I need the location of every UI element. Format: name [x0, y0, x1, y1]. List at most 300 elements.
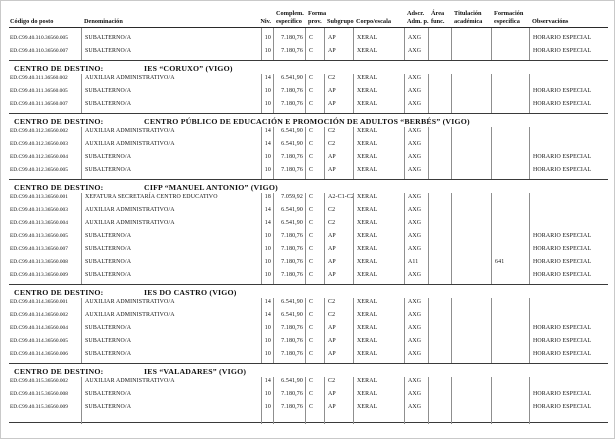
- cell-formacion: [491, 245, 529, 258]
- table-row: [9, 258, 608, 271]
- cell-corpo: XERAL: [353, 271, 404, 284]
- cell-observacions: [529, 311, 608, 324]
- cell-corpo: XERAL: [353, 377, 404, 390]
- destination-center-name: CENTRO PÚBLICO DE EDUCACIÓN E PROMOCIÓN DE ADULTOS “BERBÉS” (VIGO): [144, 117, 470, 126]
- cell-formacion: [491, 140, 529, 153]
- col-header-denominacion: Denominación: [84, 17, 123, 25]
- cell-denominacion: AUXILIAR ADMINISTRATIVO/A: [81, 206, 261, 219]
- cell-corpo: XERAL: [353, 74, 404, 87]
- cell-formacion: [491, 153, 529, 166]
- cell-titulacion: [451, 271, 491, 284]
- cell-observacions: [529, 377, 608, 390]
- cell-adscr: AXG: [404, 127, 428, 140]
- table-body: [9, 28, 608, 423]
- cell-codigo: ED.C99.40.315.36560.009: [10, 404, 68, 410]
- cell-observacions: HORARIO ESPECIAL: [529, 166, 608, 179]
- cell-codigo: ED.C99.40.312.36560.003: [10, 141, 68, 147]
- cell-area: [428, 74, 451, 87]
- cell-adscr: AXG: [404, 206, 428, 219]
- cell-observacions: [529, 74, 608, 87]
- cell-subgrupo: AP: [324, 337, 353, 350]
- cell-denominacion: SUBALTERNO/A: [81, 258, 261, 271]
- cell-titulacion: [451, 100, 491, 113]
- cell-complem: 7.180,76: [273, 390, 305, 403]
- cell-corpo: XERAL: [353, 232, 404, 245]
- cell-denominacion: SUBALTERNO/A: [81, 271, 261, 284]
- cell-subgrupo: AP: [324, 166, 353, 179]
- table-row: [9, 311, 608, 324]
- cell-observacions: HORARIO ESPECIAL: [529, 34, 608, 47]
- cell-subgrupo: AP: [324, 245, 353, 258]
- section-rows: [9, 127, 608, 179]
- section: [9, 28, 608, 61]
- cell-area: [428, 34, 451, 47]
- cell-codigo: ED.C99.40.313.36560.005: [10, 233, 68, 239]
- cell-adscr: AXG: [404, 34, 428, 47]
- cell-complem: 7.180,76: [273, 350, 305, 363]
- cell-subgrupo: AP: [324, 324, 353, 337]
- table-row: [9, 127, 608, 140]
- table-row: [9, 271, 608, 284]
- cell-subgrupo: C2: [324, 74, 353, 87]
- cell-denominacion: AUXILIAR ADMINISTRATIVO/A: [81, 377, 261, 390]
- cell-denominacion: SUBALTERNO/A: [81, 153, 261, 166]
- cell-complem: 6.541,90: [273, 74, 305, 87]
- cell-corpo: XERAL: [353, 390, 404, 403]
- cell-observacions: HORARIO ESPECIAL: [529, 47, 608, 60]
- cell-observacions: HORARIO ESPECIAL: [529, 390, 608, 403]
- destination-label: CENTRO DE DESTINO:: [14, 288, 104, 297]
- section-rows: [9, 377, 608, 422]
- cell-adscr: AXG: [404, 74, 428, 87]
- cell-observacions: HORARIO ESPECIAL: [529, 153, 608, 166]
- cell-subgrupo: AP: [324, 258, 353, 271]
- cell-observacions: [529, 219, 608, 232]
- cell-corpo: [353, 416, 404, 424]
- cell-adscr: AXG: [404, 140, 428, 153]
- cell-corpo: XERAL: [353, 140, 404, 153]
- cell-area: [428, 350, 451, 363]
- cell-observacions: HORARIO ESPECIAL: [529, 350, 608, 363]
- cell-adscr: AXG: [404, 166, 428, 179]
- cell-formacion: [491, 87, 529, 100]
- cell-niv: 14: [261, 219, 273, 232]
- cell-subgrupo: AP: [324, 390, 353, 403]
- cell-codigo: ED.C99.40.314.36560.006: [10, 351, 68, 357]
- cell-codigo: ED.C99.40.313.36560.009: [10, 272, 68, 278]
- cell-area: [428, 416, 451, 424]
- table-row: [9, 232, 608, 245]
- cell-niv: 14: [261, 140, 273, 153]
- cell-forma: C: [305, 350, 324, 363]
- cell-niv: 10: [261, 153, 273, 166]
- cell-area: [428, 390, 451, 403]
- cell-denominacion: AUXILIAR ADMINISTRATIVO/A: [81, 74, 261, 87]
- cell-titulacion: [451, 219, 491, 232]
- cell-complem: 6.541,90: [273, 127, 305, 140]
- cell-niv: 10: [261, 403, 273, 416]
- cell-adscr: AXG: [404, 271, 428, 284]
- cell-formacion: [491, 337, 529, 350]
- cell-denominacion: SUBALTERNO/A: [81, 34, 261, 47]
- cell-area: [428, 403, 451, 416]
- cell-observacions: [529, 206, 608, 219]
- cell-niv: 10: [261, 350, 273, 363]
- cell-observacions: HORARIO ESPECIAL: [529, 403, 608, 416]
- cell-subgrupo: AP: [324, 100, 353, 113]
- cell-formacion: [491, 206, 529, 219]
- section-heading: [9, 180, 608, 193]
- cell-corpo: XERAL: [353, 127, 404, 140]
- cell-codigo: ED.C99.40.311.36560.007: [10, 101, 68, 107]
- cell-codigo: ED.C99.40.312.36560.005: [10, 167, 68, 173]
- cell-niv: 10: [261, 87, 273, 100]
- cell-subgrupo: AP: [324, 34, 353, 47]
- cell-titulacion: [451, 74, 491, 87]
- cell-area: [428, 153, 451, 166]
- cell-complem: 7.180,76: [273, 403, 305, 416]
- cell-titulacion: [451, 232, 491, 245]
- cell-niv: 10: [261, 232, 273, 245]
- cell-niv: 10: [261, 100, 273, 113]
- cell-observacions: HORARIO ESPECIAL: [529, 87, 608, 100]
- cell-denominacion: SUBALTERNO/A: [81, 100, 261, 113]
- table-row: [9, 153, 608, 166]
- cell-complem: 6.541,90: [273, 377, 305, 390]
- cell-corpo: XERAL: [353, 350, 404, 363]
- cell-forma: C: [305, 311, 324, 324]
- cell-formacion: [491, 100, 529, 113]
- cell-corpo: XERAL: [353, 193, 404, 206]
- table-row: [9, 193, 608, 206]
- cell-corpo: XERAL: [353, 311, 404, 324]
- cell-corpo: XERAL: [353, 166, 404, 179]
- cell-forma: C: [305, 153, 324, 166]
- cell-niv: 18: [261, 193, 273, 206]
- cell-corpo: XERAL: [353, 245, 404, 258]
- cell-observacions: [529, 127, 608, 140]
- cell-area: [428, 232, 451, 245]
- cell-codigo: [9, 416, 81, 424]
- destination-center-name: CIFP “MANUEL ANTONIO” (VIGO): [144, 183, 278, 192]
- cell-adscr: AXG: [404, 324, 428, 337]
- cell-codigo: ED.C99.40.313.36560.001: [10, 194, 68, 200]
- cell-formacion: [491, 74, 529, 87]
- cell-niv: 14: [261, 74, 273, 87]
- cell-forma: C: [305, 140, 324, 153]
- cell-niv: 10: [261, 166, 273, 179]
- cell-denominacion: AUXILIAR ADMINISTRATIVO/A: [81, 311, 261, 324]
- cell-adscr: A11: [404, 258, 428, 271]
- col-header-titulacion: Titulación académica: [454, 10, 483, 25]
- cell-subgrupo: A2-C1-C2: [324, 193, 353, 206]
- cell-denominacion: SUBALTERNO/A: [81, 390, 261, 403]
- cell-codigo: ED.C99.40.310.36560.007: [10, 48, 68, 54]
- col-header-formacion: Formación específica: [494, 10, 524, 25]
- cell-codigo: ED.C99.40.315.36560.002: [10, 378, 68, 384]
- cell-titulacion: [451, 153, 491, 166]
- cell-forma: C: [305, 166, 324, 179]
- cell-area: [428, 127, 451, 140]
- cell-forma: C: [305, 324, 324, 337]
- cell-titulacion: [451, 206, 491, 219]
- cell-complem: 6.541,90: [273, 298, 305, 311]
- col-header-area: Área func.: [431, 10, 445, 25]
- cell-forma: C: [305, 34, 324, 47]
- cell-forma: C: [305, 47, 324, 60]
- cell-titulacion: [451, 403, 491, 416]
- cell-complem: 7.180,76: [273, 47, 305, 60]
- table-row: [9, 74, 608, 87]
- cell-denominacion: AUXILIAR ADMINISTRATIVO/A: [81, 127, 261, 140]
- cell-denominacion: SUBALTERNO/A: [81, 350, 261, 363]
- table-row: [9, 377, 608, 390]
- cell-adscr: AXG: [404, 377, 428, 390]
- cell-forma: C: [305, 232, 324, 245]
- cell-denominacion: XEFATURA SECRETARÍA CENTRO EDUCATIVO: [81, 193, 261, 206]
- cell-niv: 10: [261, 390, 273, 403]
- section: [9, 364, 608, 423]
- cell-titulacion: [451, 377, 491, 390]
- destination-center-name: IES “VALADARES” (VIGO): [144, 367, 247, 376]
- cell-adscr: AXG: [404, 100, 428, 113]
- cell-area: [428, 377, 451, 390]
- cell-denominacion: [81, 416, 261, 424]
- section-heading: [9, 285, 608, 298]
- cell-forma: C: [305, 206, 324, 219]
- cell-codigo: ED.C99.40.314.36560.005: [10, 338, 68, 344]
- cell-corpo: XERAL: [353, 206, 404, 219]
- table-header: [9, 10, 608, 28]
- cell-adscr: AXG: [404, 193, 428, 206]
- cell-observacions: HORARIO ESPECIAL: [529, 324, 608, 337]
- cell-adscr: AXG: [404, 153, 428, 166]
- cell-niv: 14: [261, 311, 273, 324]
- cell-adscr: AXG: [404, 337, 428, 350]
- section: [9, 180, 608, 285]
- cell-subgrupo: AP: [324, 271, 353, 284]
- cell-corpo: XERAL: [353, 87, 404, 100]
- cell-titulacion: [451, 416, 491, 424]
- cell-codigo: ED.C99.40.313.36560.004: [10, 220, 68, 226]
- table-row: [9, 403, 608, 416]
- cell-forma: C: [305, 337, 324, 350]
- cell-area: [428, 193, 451, 206]
- cell-niv: 10: [261, 47, 273, 60]
- cell-complem: 7.180,76: [273, 166, 305, 179]
- cell-titulacion: [451, 34, 491, 47]
- cell-subgrupo: C2: [324, 377, 353, 390]
- cell-titulacion: [451, 324, 491, 337]
- cell-titulacion: [451, 140, 491, 153]
- destination-label: CENTRO DE DESTINO:: [14, 117, 104, 126]
- cell-complem: [273, 416, 305, 424]
- table-row: [9, 206, 608, 219]
- cell-subgrupo: AP: [324, 232, 353, 245]
- cell-titulacion: [451, 258, 491, 271]
- cell-niv: 10: [261, 258, 273, 271]
- cell-codigo: ED.C99.40.313.36560.003: [10, 207, 68, 213]
- col-header-observacions: Observacións: [532, 17, 569, 25]
- cell-corpo: XERAL: [353, 298, 404, 311]
- cell-complem: 6.541,90: [273, 219, 305, 232]
- cell-complem: 7.180,76: [273, 337, 305, 350]
- cell-complem: 7.180,76: [273, 232, 305, 245]
- cell-formacion: [491, 193, 529, 206]
- cell-denominacion: SUBALTERNO/A: [81, 166, 261, 179]
- cell-niv: 10: [261, 271, 273, 284]
- cell-forma: C: [305, 100, 324, 113]
- cell-codigo: ED.C99.40.312.36560.004: [10, 154, 68, 160]
- cell-forma: C: [305, 271, 324, 284]
- cell-niv: [261, 416, 273, 424]
- cell-area: [428, 337, 451, 350]
- cell-forma: C: [305, 390, 324, 403]
- table-row: [9, 324, 608, 337]
- destination-label: CENTRO DE DESTINO:: [14, 64, 104, 73]
- cell-niv: 10: [261, 324, 273, 337]
- cell-complem: 7.180,76: [273, 34, 305, 47]
- cell-titulacion: [451, 166, 491, 179]
- cell-codigo: ED.C99.40.311.36560.005: [10, 88, 68, 94]
- cell-corpo: XERAL: [353, 34, 404, 47]
- cell-complem: 7.180,76: [273, 324, 305, 337]
- cell-adscr: [404, 416, 428, 424]
- table-row: [9, 219, 608, 232]
- cell-adscr: AXG: [404, 47, 428, 60]
- cell-observacions: HORARIO ESPECIAL: [529, 258, 608, 271]
- cell-titulacion: [451, 390, 491, 403]
- cell-formacion: [491, 271, 529, 284]
- destination-center-name: IES “CORUXO” (VIGO): [144, 64, 233, 73]
- section-rows: [9, 28, 608, 60]
- table-row: [9, 390, 608, 403]
- cell-subgrupo: AP: [324, 153, 353, 166]
- cell-subgrupo: C2: [324, 127, 353, 140]
- cell-codigo: ED.C99.40.313.36560.008: [10, 259, 68, 265]
- cell-subgrupo: C2: [324, 206, 353, 219]
- cell-niv: 10: [261, 337, 273, 350]
- table-row: [9, 47, 608, 60]
- cell-subgrupo: C2: [324, 311, 353, 324]
- section-rows: [9, 193, 608, 284]
- cell-subgrupo: C2: [324, 219, 353, 232]
- cell-observacions: [529, 140, 608, 153]
- cell-titulacion: [451, 350, 491, 363]
- section-heading: [9, 114, 608, 127]
- cell-forma: C: [305, 245, 324, 258]
- destination-label: CENTRO DE DESTINO:: [14, 183, 104, 192]
- cell-titulacion: [451, 311, 491, 324]
- cell-adscr: AXG: [404, 350, 428, 363]
- cell-niv: 14: [261, 298, 273, 311]
- cell-titulacion: [451, 127, 491, 140]
- cell-corpo: XERAL: [353, 219, 404, 232]
- cell-formacion: [491, 232, 529, 245]
- cell-titulacion: [451, 47, 491, 60]
- cell-adscr: AXG: [404, 232, 428, 245]
- cell-formacion: [491, 298, 529, 311]
- section-heading: [9, 61, 608, 74]
- cell-codigo: ED.C99.40.314.36560.001: [10, 299, 68, 305]
- destination-center-name: IES DO CASTRO (VIGO): [144, 288, 237, 297]
- col-header-subgrupo: Subgrupo: [327, 17, 354, 25]
- cell-codigo: ED.C99.40.310.36560.005: [10, 35, 68, 41]
- cell-subgrupo: C2: [324, 298, 353, 311]
- cell-area: [428, 271, 451, 284]
- cell-complem: 7.180,76: [273, 87, 305, 100]
- cell-niv: 14: [261, 206, 273, 219]
- section-rows: [9, 298, 608, 363]
- cell-forma: C: [305, 403, 324, 416]
- cell-area: [428, 219, 451, 232]
- cell-observacions: HORARIO ESPECIAL: [529, 271, 608, 284]
- cell-complem: 7.180,76: [273, 153, 305, 166]
- cell-complem: 7.180,76: [273, 100, 305, 113]
- cell-formacion: [491, 350, 529, 363]
- row-spacer: [9, 416, 608, 422]
- cell-complem: 6.541,90: [273, 140, 305, 153]
- cell-formacion: [491, 166, 529, 179]
- cell-forma: C: [305, 298, 324, 311]
- cell-corpo: XERAL: [353, 153, 404, 166]
- cell-titulacion: [451, 298, 491, 311]
- cell-formacion: [491, 311, 529, 324]
- cell-formacion: [491, 416, 529, 424]
- cell-observacions: HORARIO ESPECIAL: [529, 337, 608, 350]
- col-header-complem: Complem. específico: [276, 10, 304, 25]
- cell-complem: 7.059,92: [273, 193, 305, 206]
- col-header-codigo: Código do posto: [10, 17, 54, 25]
- cell-denominacion: SUBALTERNO/A: [81, 232, 261, 245]
- table-row: [9, 166, 608, 179]
- table-row: [9, 298, 608, 311]
- cell-complem: 6.541,90: [273, 311, 305, 324]
- cell-forma: C: [305, 87, 324, 100]
- cell-formacion: [491, 47, 529, 60]
- col-header-niv: Niv.: [260, 17, 271, 25]
- cell-observacions: HORARIO ESPECIAL: [529, 232, 608, 245]
- cell-area: [428, 47, 451, 60]
- cell-area: [428, 311, 451, 324]
- cell-denominacion: SUBALTERNO/A: [81, 87, 261, 100]
- cell-area: [428, 324, 451, 337]
- cell-area: [428, 166, 451, 179]
- col-header-forma: Forma prov.: [308, 10, 327, 25]
- cell-formacion: [491, 219, 529, 232]
- table-row: [9, 34, 608, 47]
- table-row: [9, 100, 608, 113]
- cell-forma: C: [305, 74, 324, 87]
- cell-denominacion: SUBALTERNO/A: [81, 403, 261, 416]
- cell-denominacion: SUBALTERNO/A: [81, 245, 261, 258]
- cell-codigo: ED.C99.40.311.36560.002: [10, 75, 68, 81]
- cell-forma: C: [305, 377, 324, 390]
- cell-subgrupo: [324, 416, 353, 424]
- cell-corpo: XERAL: [353, 324, 404, 337]
- cell-adscr: AXG: [404, 298, 428, 311]
- cell-subgrupo: AP: [324, 47, 353, 60]
- cell-titulacion: [451, 245, 491, 258]
- cell-adscr: AXG: [404, 219, 428, 232]
- cell-formacion: [491, 390, 529, 403]
- section: [9, 61, 608, 114]
- cell-formacion: [491, 127, 529, 140]
- cell-subgrupo: AP: [324, 350, 353, 363]
- cell-denominacion: SUBALTERNO/A: [81, 47, 261, 60]
- cell-niv: 14: [261, 127, 273, 140]
- cell-formacion: [491, 324, 529, 337]
